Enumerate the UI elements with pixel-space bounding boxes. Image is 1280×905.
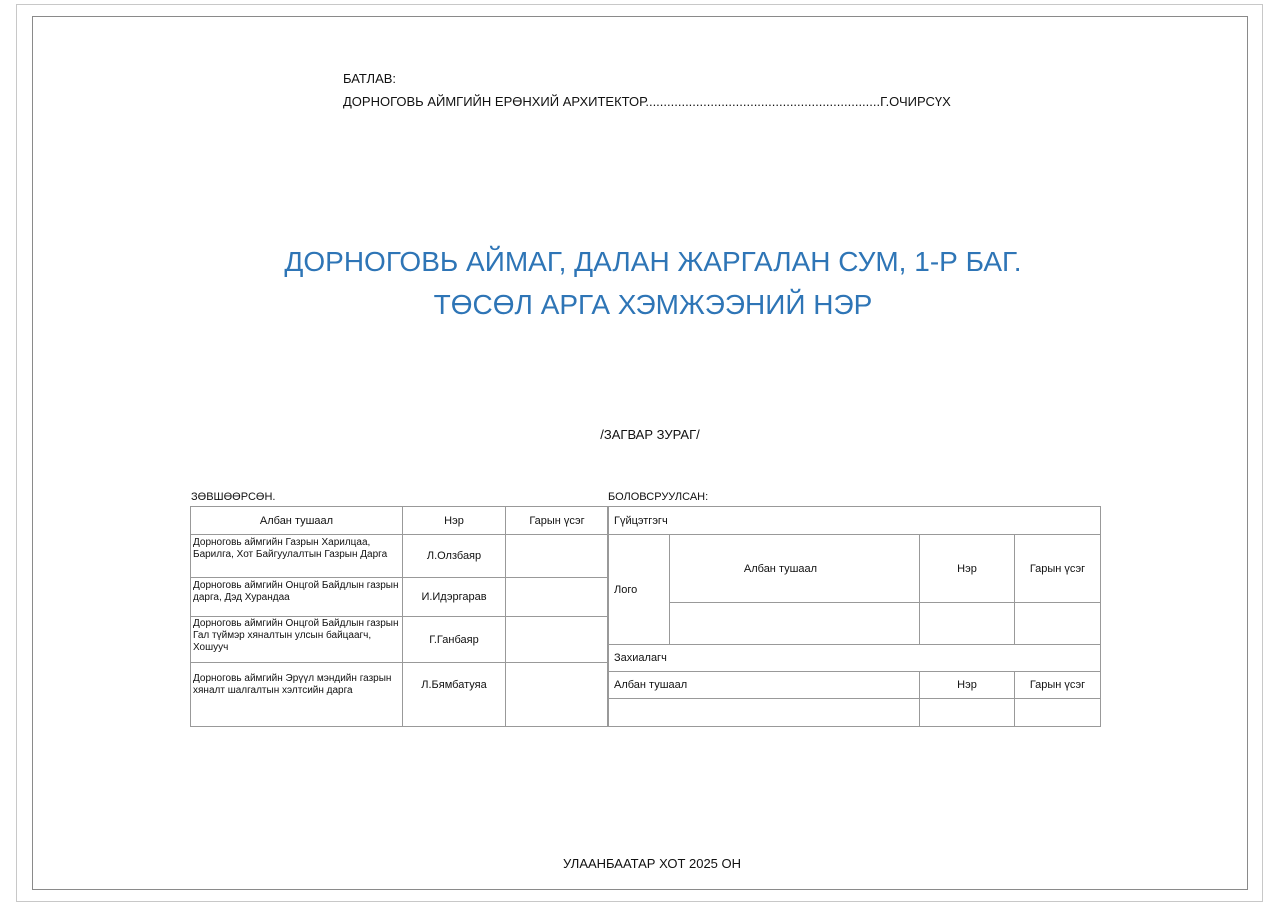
table-row	[191, 663, 609, 727]
position-cell: Дорноговь аймгийн Онцгой Байдлын газрын Гал түймэр хяналтын улсын байцаагч, Хошууч	[191, 617, 403, 663]
client-header-name: Нэр	[920, 672, 1015, 699]
position-cell: Дорноговь аймгийн Газрын Харилцаа, Барилга, Хот Байгуулалтын Газрын Дарга	[191, 535, 403, 578]
signature-cell	[506, 617, 609, 663]
name-cell: И.Идэргарав	[403, 578, 506, 617]
name-cell: Л.Бямбатуяа	[403, 663, 506, 727]
position-cell	[670, 603, 920, 645]
title-line-2: ТӨСӨЛ АРГА ХЭМЖЭЭНИЙ НЭР	[433, 289, 873, 320]
footer-city-year: УЛААНБААТАР ХОТ 2025 ОН	[562, 856, 742, 871]
position-cell: Дорноговь аймгийн Эрүүл мэндийн газрын хяналт шалгалтын хэлтсийн дарга	[191, 663, 403, 727]
client-label: Захиалагч	[608, 645, 1101, 672]
name-cell: Л.Олзбаяр	[403, 535, 506, 578]
client-position-cell	[608, 699, 920, 727]
approval-label: БАТЛАВ:	[343, 71, 397, 86]
client-header-position: Албан тушаал	[608, 672, 920, 699]
position-cell: Дорноговь аймгийн Онцгой Байдлын газрын дарга, Дэд Хурандаа	[191, 578, 403, 617]
signature-cell	[506, 535, 609, 578]
header-name: Нэр	[920, 535, 1015, 603]
client-header-signature: Гарын үсэг	[1015, 672, 1101, 699]
signature-cell	[506, 578, 609, 617]
name-cell	[920, 603, 1015, 645]
header-signature: Гарын үсэг	[1015, 535, 1101, 603]
header-signature: Гарын үсэг	[506, 507, 609, 535]
subtitle: /ЗАГВАР ЗУРАГ/	[600, 427, 700, 442]
prepared-label: БОЛОВСРУУЛСАН:	[608, 491, 709, 503]
agreed-label: ЗӨВШӨӨРСӨН.	[191, 491, 276, 503]
signature-cell	[1015, 603, 1101, 645]
table-row	[191, 535, 609, 578]
header-name: Нэр	[403, 507, 506, 535]
table-row	[191, 578, 609, 617]
contractor-label: Гүйцэтгэгч	[608, 507, 1101, 535]
header-position: Албан тушаал	[191, 507, 403, 535]
client-name-cell	[920, 699, 1015, 727]
agreed-table	[190, 506, 609, 727]
logo-cell: Лого	[608, 535, 670, 645]
client-signature-cell	[1015, 699, 1101, 727]
header-position: Албан тушаал	[670, 535, 920, 603]
signature-cell	[506, 663, 609, 727]
title-line-1: ДОРНОГОВЬ АЙМАГ, ДАЛАН ЖАРГАЛАН СУМ, 1-Р БАГ.	[284, 246, 1022, 277]
prepared-table	[607, 506, 1101, 727]
approval-line: ДОРНОГОВЬ АЙМГИЙН ЕРӨНХИЙ АРХИТЕКТОР.................................................................Г.ОЧИРСҮХ	[343, 94, 951, 109]
page-border-inner	[32, 16, 1248, 890]
table-row	[191, 617, 609, 663]
approval-block	[343, 67, 951, 113]
name-cell: Г.Ганбаяр	[403, 617, 506, 663]
